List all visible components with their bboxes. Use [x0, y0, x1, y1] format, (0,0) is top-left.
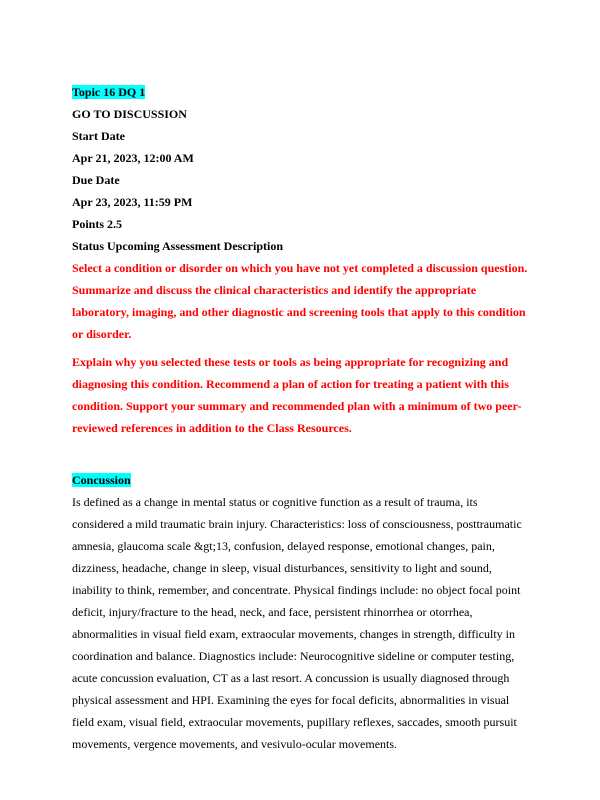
start-date-label: Start Date — [72, 129, 125, 143]
instruction-paragraph-2: Explain why you selected these tests or tools as being appropriate for recognizing and diagnosing this condition. Recommend a plan of action for treating a patient with this condition. Support your summary and recommended plan with a minimum of two peer-reviewed references in addition to the Class Resources. — [72, 355, 522, 435]
topic-title: Topic 16 DQ 1 — [72, 85, 146, 99]
points: Points 2.5 — [72, 217, 123, 231]
section-gap — [72, 439, 532, 469]
due-date-label: Due Date — [72, 173, 120, 187]
go-to-discussion: GO TO DISCUSSION — [72, 107, 187, 121]
answer-heading: Concussion — [72, 473, 131, 487]
due-date-value: Apr 23, 2023, 11:59 PM — [72, 195, 193, 209]
document-content — [72, 81, 532, 755]
start-date-value: Apr 21, 2023, 12:00 AM — [72, 151, 194, 165]
answer-body: Is defined as a change in mental status or cognitive function as a result of trauma, its considered a mild traumatic brain injury. Characteristics: loss of consciousness, posttraumatic amnesia, glaucoma scale &gt;13, confusion, delayed response, emotional changes, pain, dizziness, headache, change in sleep, visual disturbances, sensitivity to light and sound, inability to think, remember, and concentrate. Physical findings include: no object focal point deficit, injury/fracture to the head, neck, and face, persistent rhinorrhea or otorrhea, abnormalities in visual field exam, extraocular movements, changes in strength, difficulty in coordination and balance. Diagnostics include: Neurocognitive sideline or computer testing, acute concussion evaluation, CT as a last resort. A concussion is usually diagnosed through physical assessment and HPI. Examining the eyes for focal deficits, abnormalities in visual field exam, visual field, extraocular movements, pupillary reflexes, saccades, smooth pursuit movements, vergence movements, and vesivulo-ocular movements. — [72, 495, 522, 751]
status-description: Status Upcoming Assessment Description — [72, 239, 284, 253]
answer-heading-line — [72, 469, 532, 491]
topic-title-line — [72, 81, 532, 103]
instruction-paragraph-1: Select a condition or disorder on which you have not yet completed a discussion question. Summarize and discuss the clinical characteristics and identify the appropriate laboratory, imaging, and other diagnostic and screening tools that apply to this condition or disorder. — [72, 261, 528, 341]
